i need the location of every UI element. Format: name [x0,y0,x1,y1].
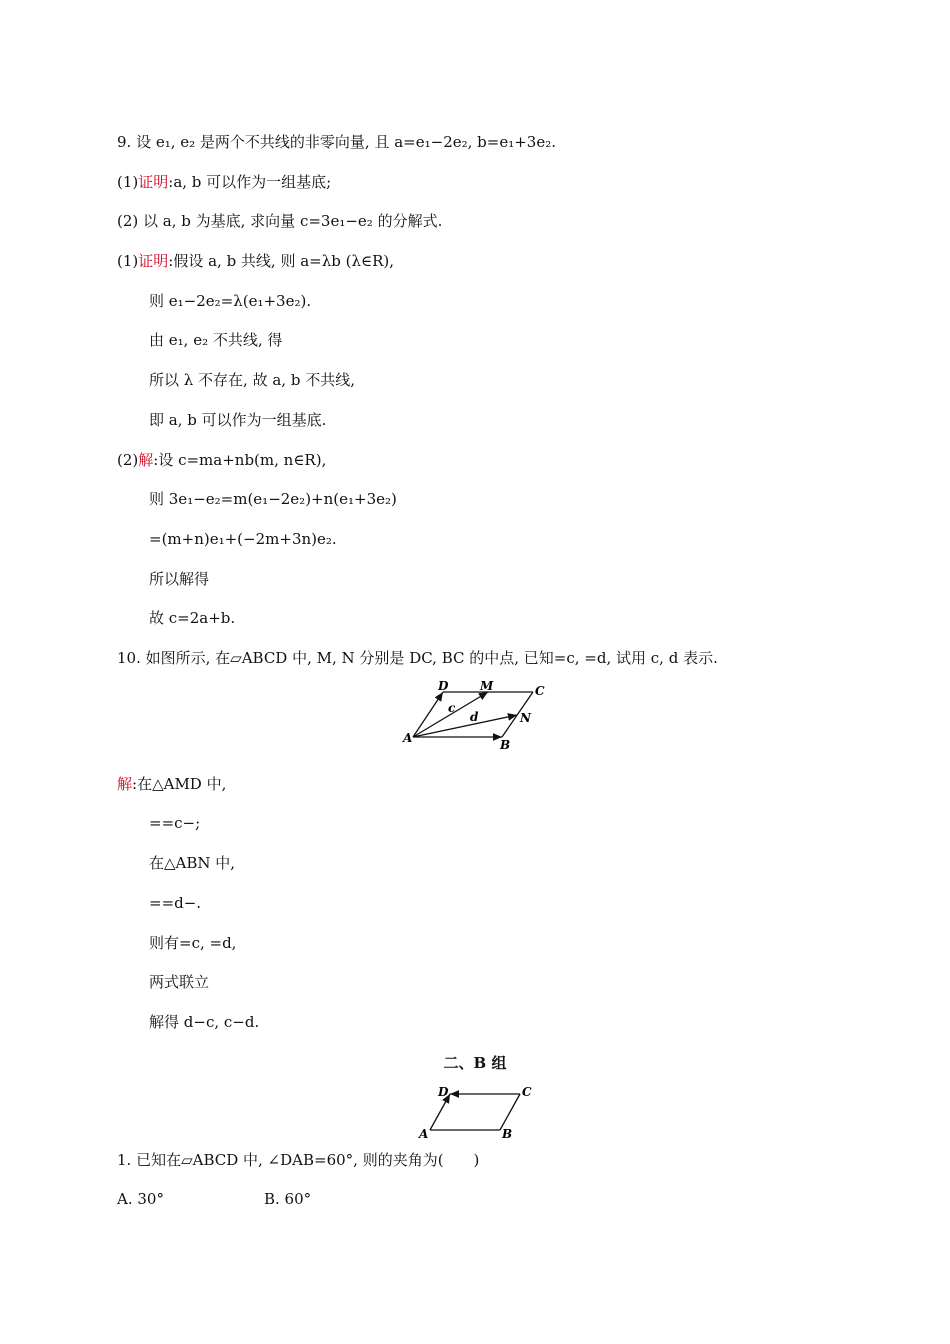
label-c: C [535,684,545,698]
label-b: B [502,1127,513,1141]
q10-sol-line4: ==d−. [149,894,202,912]
q10-sol-line6: 两式联立 [149,973,210,991]
q9-sol1-tag: (1) [117,252,139,270]
q10-sol-line3: 在△ABN 中, [149,854,236,872]
q9-sol2-line4: 所以解得 [149,570,210,588]
q10-sol-line7: 解得 d−c, c−d. [149,1013,260,1031]
label-d: D [438,680,449,693]
label-c: C [522,1085,532,1099]
proof-label: 证明 [138,252,169,270]
vector-ad [413,692,443,737]
label-a: A [403,731,413,745]
solution-label: 解 [117,775,133,793]
q9-part2: (2) 以 a, b 为基底, 求向量 c=3e₁−e₂ 的分解式. [117,212,443,230]
vector-ad [430,1094,450,1130]
q10-sol-line1 [117,774,226,794]
q9-part1-tag: (1) [117,173,139,191]
section-heading-b: 二、B 组 [443,1054,507,1072]
label-m: M [480,680,494,693]
q9-sol1-line1 [117,251,394,271]
label-vec-c: c [448,701,456,715]
q9-sol2-tag: (2) [117,451,139,469]
q9-sol2-line2: 则 3e₁−e₂=m(e₁−2e₂)+n(e₁+3e₂) [149,490,397,508]
b1-option-b: B. 60° [264,1190,312,1208]
proof-label: 证明 [138,173,169,191]
q9-sol2-line5: 故 c=2a+b. [149,609,236,627]
q10-sol-text: :在△AMD 中, [132,775,227,793]
label-vec-d: d [470,710,479,724]
q10-stem: 10. 如图所示, 在▱ABCD 中, M, N 分别是 DC, BC 的中点, 已知=c, =d, 试用 c, d 表示. [117,649,718,667]
label-b: B [500,738,511,752]
q10-sol-line5: 则有=c, =d, [149,934,237,952]
q9-part1-text: :a, b 可以作为一组基底; [168,173,332,191]
b1-stem: 1. 已知在▱ABCD 中, ∠DAB=60°, 则的夹角为( ) [117,1151,480,1169]
q9-stem: 9. 设 e₁, e₂ 是两个不共线的非零向量, 且 a=e₁−2e₂, b=e₁+3e₂. [117,133,557,151]
b1-option-a: A. 30° [117,1190,164,1208]
q9-sol2-line1 [117,450,326,470]
q9-sol1-line5: 即 a, b 可以作为一组基底. [149,411,327,429]
parallelogram-figure-2 [410,1080,540,1145]
solution-label: 解 [138,451,154,469]
q10-sol-line2: ==c−; [149,814,201,832]
q9-sol1-line4: 所以 λ 不存在, 故 a, b 不共线, [149,371,355,389]
q9-sol2-line3: =(m+n)e₁+(−2m+3n)e₂. [149,530,337,548]
label-n: N [520,711,531,725]
label-a: A [419,1127,429,1141]
parallelogram-figure-1 [398,680,558,755]
q9-sol1-text: :假设 a, b 共线, 则 a=λb (λ∈R), [168,252,395,270]
q9-sol1-line2: 则 e₁−2e₂=λ(e₁+3e₂). [149,292,312,310]
q9-sol1-line3: 由 e₁, e₂ 不共线, 得 [149,331,283,349]
q9-sol2-text: :设 c=ma+nb(m, n∈R), [153,451,327,469]
label-d: D [438,1085,449,1099]
q9-part1 [117,172,331,192]
vector-an [413,715,517,737]
side-bc [500,1094,520,1130]
